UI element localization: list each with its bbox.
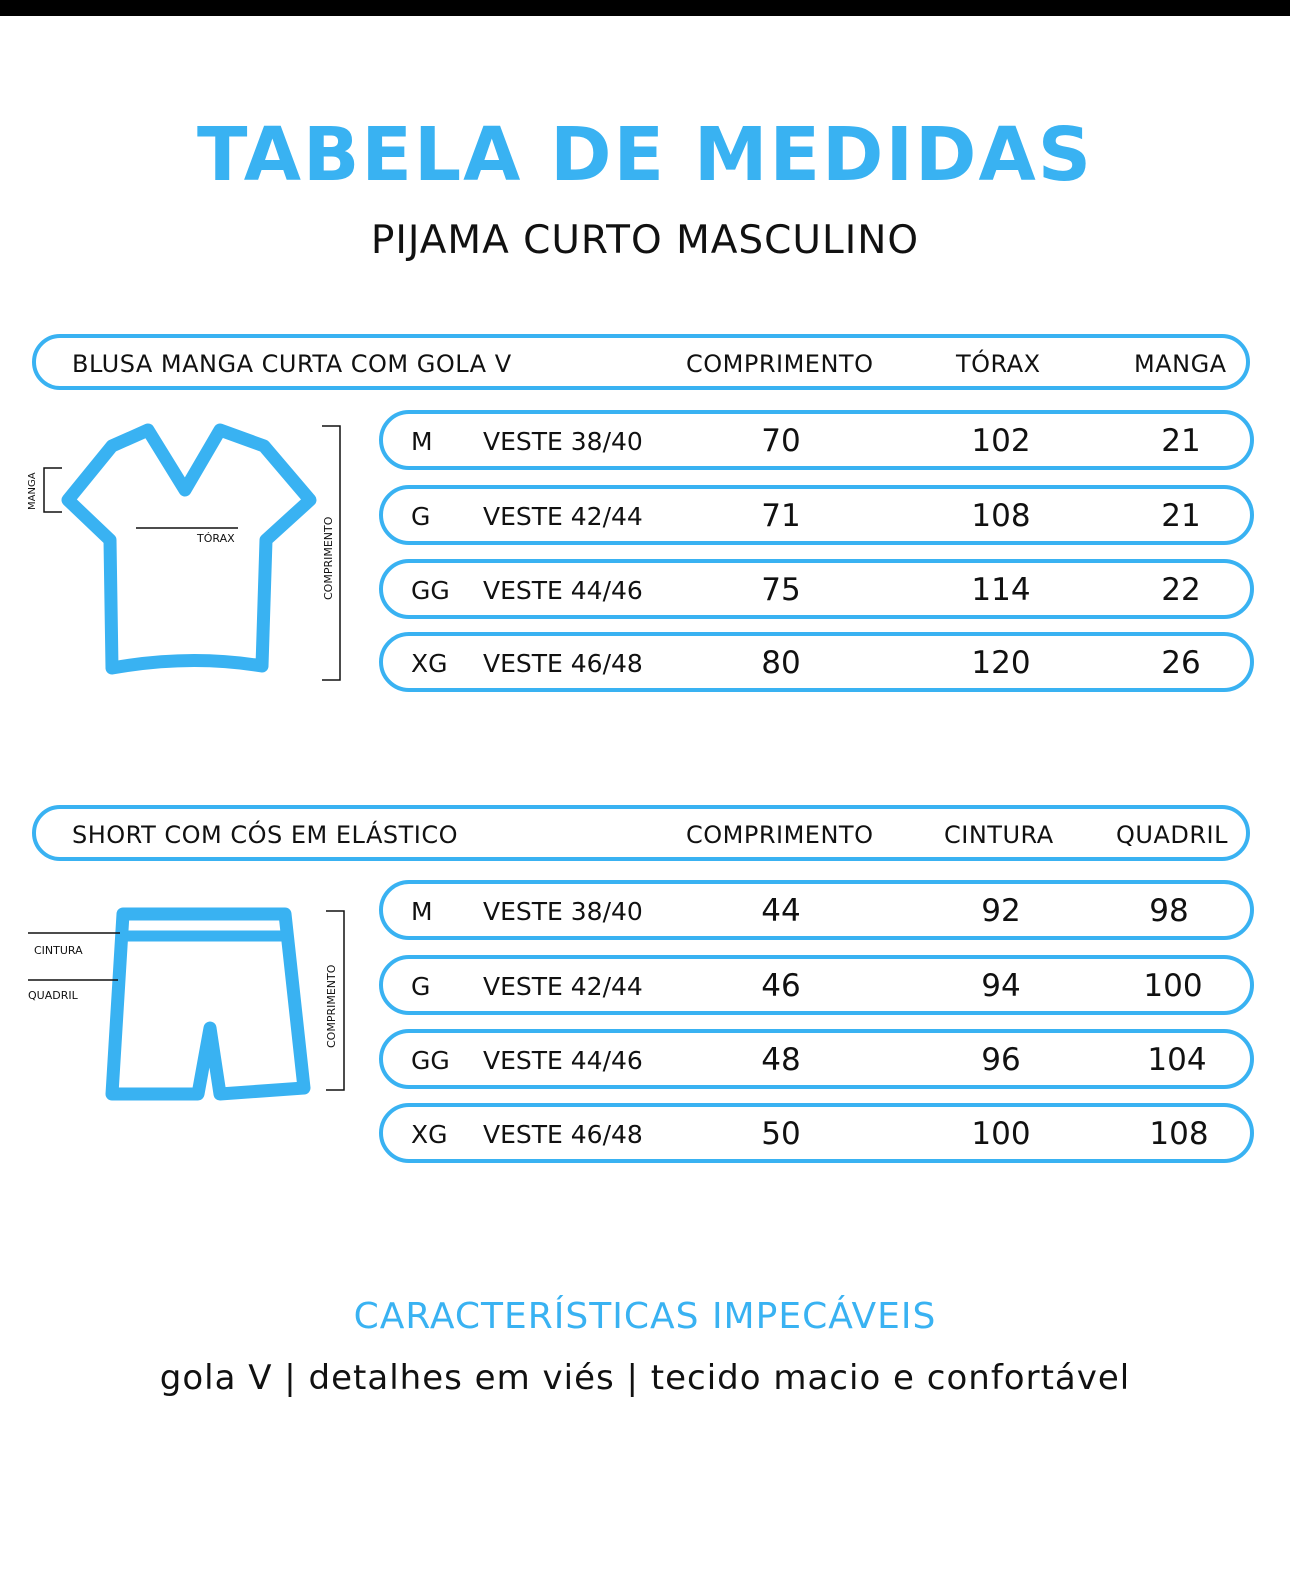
veste-label: VESTE 38/40 (483, 897, 643, 926)
short-col-quadril: QUADRIL (1116, 821, 1228, 849)
cintura-value: 92 (981, 893, 1021, 929)
veste-label: VESTE 46/48 (483, 1120, 643, 1149)
top-bar (0, 0, 1290, 16)
shirt-diagram (20, 418, 360, 688)
short-name: SHORT COM CÓS EM ELÁSTICO (72, 821, 459, 849)
short-row-gg (379, 1029, 1254, 1089)
page-subtitle: PIJAMA CURTO MASCULINO (370, 218, 920, 263)
comprimento-value: 80 (761, 645, 801, 681)
veste-label: VESTE 44/46 (483, 576, 643, 605)
page-title: TABELA DE MEDIDAS (196, 112, 1094, 198)
comprimento-value: 50 (761, 1116, 801, 1152)
short-header (32, 805, 1250, 861)
size-label: XG (411, 649, 448, 678)
features-text: gola V | detalhes em viés | tecido macio e confortável (159, 1358, 1131, 1398)
torax-value: 108 (971, 498, 1031, 534)
blusa-header (32, 334, 1250, 390)
cintura-value: 94 (981, 968, 1021, 1004)
manga-value: 21 (1161, 498, 1201, 534)
manga-value: 21 (1161, 423, 1201, 459)
veste-label: VESTE 46/48 (483, 649, 643, 678)
shirt-outline (68, 430, 310, 668)
comprimento-value: 48 (761, 1042, 801, 1078)
comprimento-value: 75 (761, 572, 801, 608)
size-label: GG (411, 576, 450, 605)
veste-label: VESTE 38/40 (483, 427, 643, 456)
short-col-comprimento: COMPRIMENTO (686, 821, 874, 849)
torax-value: 102 (971, 423, 1031, 459)
size-label: M (411, 427, 433, 456)
blusa-col-comprimento: COMPRIMENTO (686, 350, 874, 378)
short-col-cintura: CINTURA (944, 821, 1054, 849)
cintura-label: CINTURA (34, 944, 83, 957)
size-label: XG (411, 1120, 448, 1149)
comprimento-value: 44 (761, 893, 801, 929)
veste-label: VESTE 42/44 (483, 972, 643, 1001)
comprimento-value: 46 (761, 968, 801, 1004)
blusa-col-torax: TÓRAX (956, 350, 1041, 378)
manga-value: 22 (1161, 572, 1201, 608)
size-label: M (411, 897, 433, 926)
size-label: G (411, 502, 431, 531)
torax-value: 120 (971, 645, 1031, 681)
blusa-col-manga: MANGA (1134, 350, 1227, 378)
quadril-value: 104 (1147, 1042, 1207, 1078)
short-row-m (379, 880, 1254, 940)
torax-value: 114 (971, 572, 1031, 608)
shorts-diagram (20, 900, 360, 1110)
blusa-row-xg (379, 632, 1254, 692)
veste-label: VESTE 42/44 (483, 502, 643, 531)
comprimento-value: 71 (761, 498, 801, 534)
comprimento-label: COMPRIMENTO (322, 516, 335, 600)
cintura-value: 100 (971, 1116, 1031, 1152)
short-row-g (379, 955, 1254, 1015)
comprimento-label: COMPRIMENTO (325, 964, 338, 1048)
veste-label: VESTE 44/46 (483, 1046, 643, 1075)
size-label: G (411, 972, 431, 1001)
quadril-value: 108 (1149, 1116, 1209, 1152)
blusa-row-gg (379, 559, 1254, 619)
quadril-value: 100 (1143, 968, 1203, 1004)
short-row-xg (379, 1103, 1254, 1163)
cintura-value: 96 (981, 1042, 1021, 1078)
size-label: GG (411, 1046, 450, 1075)
torax-label: TÓRAX (197, 532, 235, 545)
quadril-label: QUADRIL (28, 989, 78, 1002)
features-title: CARACTERÍSTICAS IMPECÁVEIS (353, 1296, 937, 1337)
blusa-row-m (379, 410, 1254, 470)
blusa-row-g (379, 485, 1254, 545)
blusa-name: BLUSA MANGA CURTA COM GOLA V (72, 350, 512, 378)
manga-value: 26 (1161, 645, 1201, 681)
manga-label: MANGA (27, 472, 38, 510)
comprimento-value: 70 (761, 423, 801, 459)
quadril-value: 98 (1149, 893, 1189, 929)
